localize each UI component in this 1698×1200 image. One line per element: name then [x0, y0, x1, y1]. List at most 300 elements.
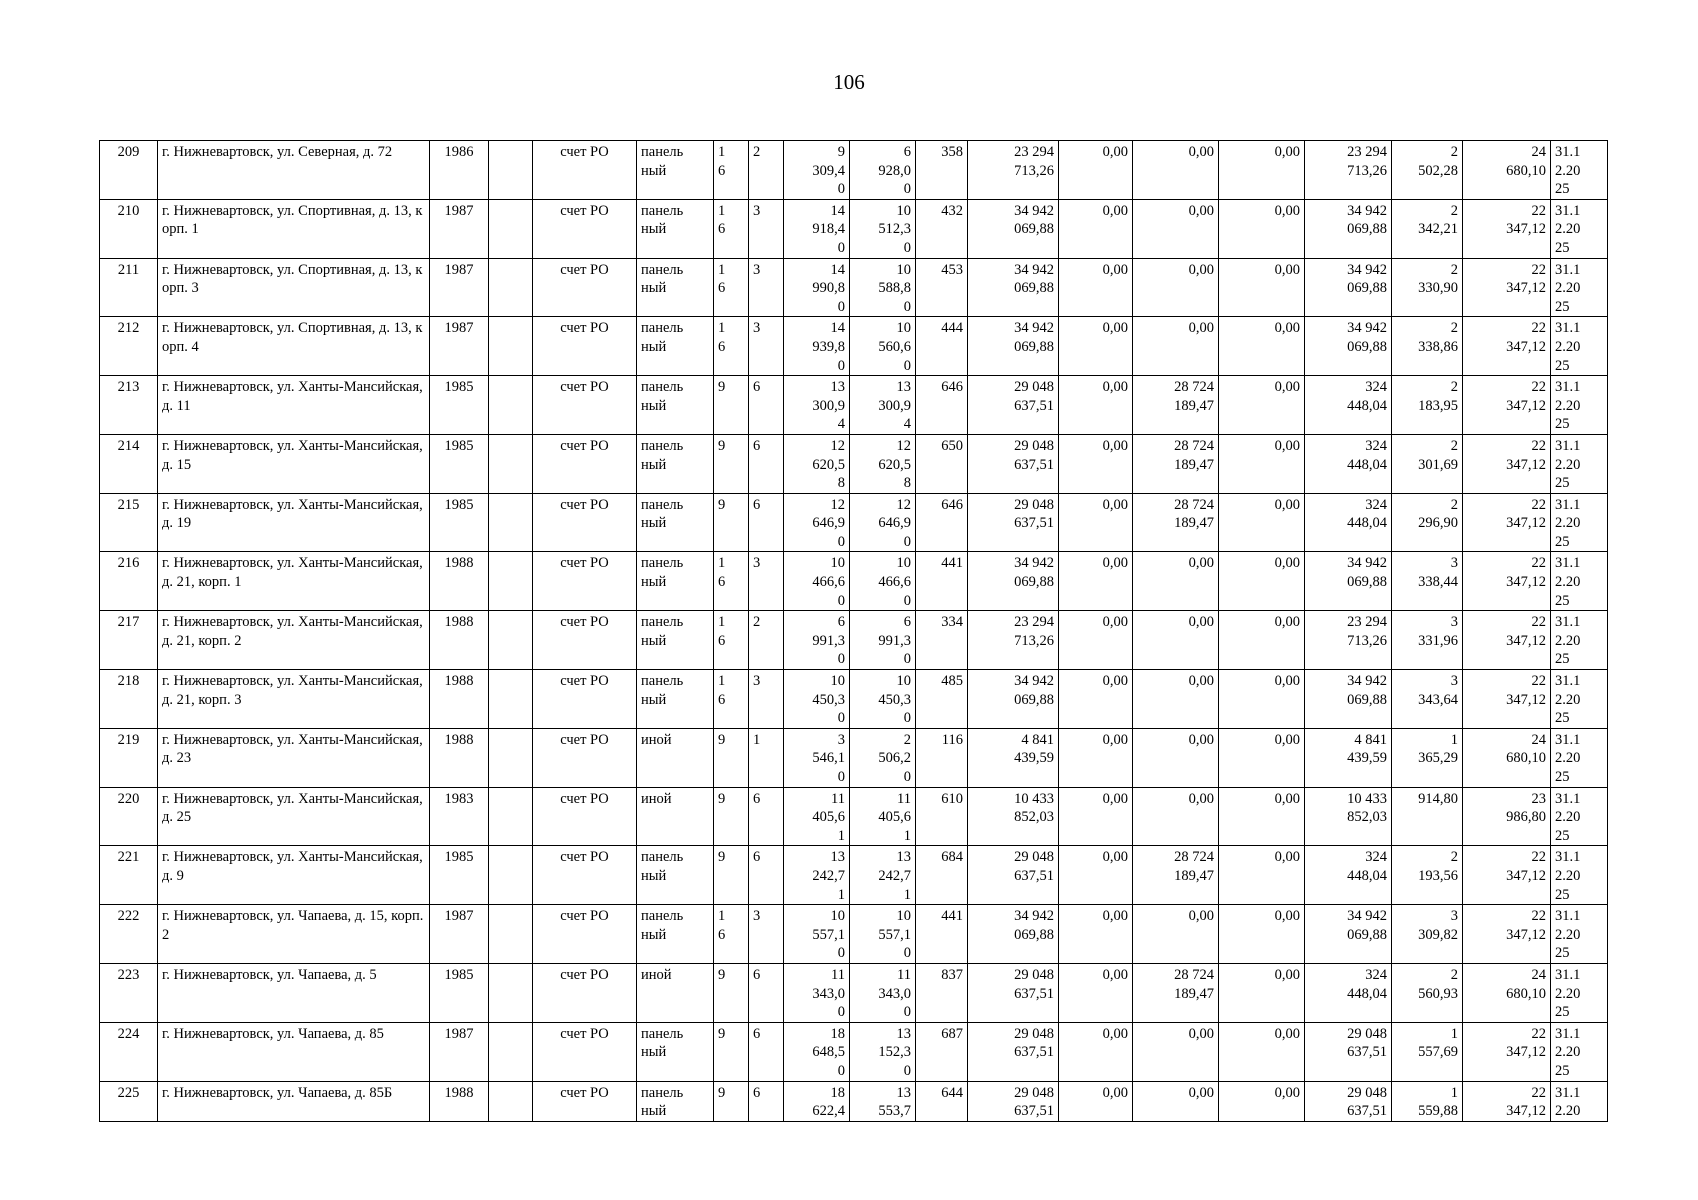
entrances-cell: 3 — [749, 905, 784, 964]
cost-source-2-cell: 28 724 189,47 — [1133, 376, 1219, 435]
cost-source-2-cell: 0,00 — [1133, 728, 1219, 787]
page-number: 106 — [833, 70, 865, 94]
blank-cell — [489, 493, 533, 552]
residents-cell: 485 — [916, 670, 968, 729]
table-row — [100, 728, 1608, 787]
limit-cost-cell: 22 347,12 — [1463, 846, 1551, 905]
residents-cell: 453 — [916, 258, 968, 317]
address-cell: г. Нижневартовск, ул. Ханты-Мансийская, д. 19 — [158, 493, 430, 552]
blank-cell — [489, 317, 533, 376]
table-row — [100, 493, 1608, 552]
entrances-cell: 3 — [749, 670, 784, 729]
wall-material-cell: иной — [637, 787, 714, 846]
fund-method-cell: счет РО — [533, 317, 637, 376]
address-cell: г. Нижневартовск, ул. Чапаева, д. 5 — [158, 963, 430, 1022]
year-cell: 1986 — [430, 141, 489, 200]
unit-cost-cell: 1 557,69 — [1392, 1022, 1463, 1081]
unit-cost-cell: 2 193,56 — [1392, 846, 1463, 905]
cost-source-3-cell: 0,00 — [1219, 434, 1305, 493]
cost-total-cell: 10 433 852,03 — [968, 787, 1059, 846]
cost-source-1-cell: 0,00 — [1059, 728, 1133, 787]
year-cell: 1985 — [430, 963, 489, 1022]
blank-cell — [489, 434, 533, 493]
wall-material-cell: панель ный — [637, 317, 714, 376]
residents-cell: 687 — [916, 1022, 968, 1081]
cost-total-cell: 29 048 637,51 — [968, 846, 1059, 905]
wall-material-cell: панель ный — [637, 611, 714, 670]
table-row — [100, 199, 1608, 258]
fund-method-cell: счет РО — [533, 434, 637, 493]
cost-source-1-cell: 0,00 — [1059, 846, 1133, 905]
cost-total-cell: 4 841 439,59 — [968, 728, 1059, 787]
cost-source-3-cell: 0,00 — [1219, 552, 1305, 611]
cost-source-2-cell: 0,00 — [1133, 552, 1219, 611]
row-number: 216 — [100, 552, 158, 611]
cost-total-cell: 34 942 069,88 — [968, 199, 1059, 258]
cost-total-cell: 34 942 069,88 — [968, 552, 1059, 611]
row-number: 222 — [100, 905, 158, 964]
entrances-cell: 3 — [749, 258, 784, 317]
unit-cost-cell: 3 309,82 — [1392, 905, 1463, 964]
cost-source-3-cell: 0,00 — [1219, 670, 1305, 729]
blank-cell — [489, 905, 533, 964]
address-cell: г. Нижневартовск, ул. Спортивная, д. 13, корп. 3 — [158, 258, 430, 317]
year-cell: 1987 — [430, 199, 489, 258]
blank-cell — [489, 670, 533, 729]
cost-owners-cell: 34 942 069,88 — [1305, 199, 1392, 258]
floors-cell: 9 — [714, 963, 749, 1022]
cost-source-3-cell: 0,00 — [1219, 963, 1305, 1022]
unit-cost-cell: 2 330,90 — [1392, 258, 1463, 317]
total-area-cell: 12 646,9 0 — [784, 493, 850, 552]
row-number: 224 — [100, 1022, 158, 1081]
unit-cost-cell: 2 502,28 — [1392, 141, 1463, 200]
deadline-date-cell: 31.1 2.20 25 — [1551, 258, 1608, 317]
table-row — [100, 141, 1608, 200]
total-area-cell: 13 300,9 4 — [784, 376, 850, 435]
deadline-date-cell: 31.1 2.20 25 — [1551, 199, 1608, 258]
cost-source-1-cell: 0,00 — [1059, 376, 1133, 435]
limit-cost-cell: 24 680,10 — [1463, 963, 1551, 1022]
total-area-cell: 18 648,5 0 — [784, 1022, 850, 1081]
floors-cell: 1 6 — [714, 317, 749, 376]
cost-source-1-cell: 0,00 — [1059, 787, 1133, 846]
cost-source-3-cell: 0,00 — [1219, 846, 1305, 905]
unit-cost-cell: 2 560,93 — [1392, 963, 1463, 1022]
limit-cost-cell: 22 347,12 — [1463, 670, 1551, 729]
limit-cost-cell: 23 986,80 — [1463, 787, 1551, 846]
deadline-date-cell: 31.1 2.20 25 — [1551, 376, 1608, 435]
residents-cell: 441 — [916, 905, 968, 964]
cost-owners-cell: 324 448,04 — [1305, 846, 1392, 905]
living-area-cell: 13 300,9 4 — [850, 376, 916, 435]
total-area-cell: 13 242,7 1 — [784, 846, 850, 905]
cost-owners-cell: 34 942 069,88 — [1305, 670, 1392, 729]
cost-source-2-cell: 0,00 — [1133, 1081, 1219, 1121]
row-number: 212 — [100, 317, 158, 376]
address-cell: г. Нижневартовск, ул. Чапаева, д. 85Б — [158, 1081, 430, 1121]
cost-source-3-cell: 0,00 — [1219, 258, 1305, 317]
wall-material-cell: панель ный — [637, 434, 714, 493]
cost-owners-cell: 34 942 069,88 — [1305, 317, 1392, 376]
row-number: 221 — [100, 846, 158, 905]
deadline-date-cell: 31.1 2.20 25 — [1551, 493, 1608, 552]
deadline-date-cell: 31.1 2.20 25 — [1551, 846, 1608, 905]
wall-material-cell: иной — [637, 728, 714, 787]
floors-cell: 9 — [714, 1081, 749, 1121]
limit-cost-cell: 22 347,12 — [1463, 1081, 1551, 1121]
wall-material-cell: панель ный — [637, 141, 714, 200]
floors-cell: 1 6 — [714, 552, 749, 611]
cost-owners-cell: 4 841 439,59 — [1305, 728, 1392, 787]
cost-source-3-cell: 0,00 — [1219, 376, 1305, 435]
cost-source-2-cell: 0,00 — [1133, 670, 1219, 729]
deadline-date-cell: 31.1 2.20 25 — [1551, 728, 1608, 787]
address-cell: г. Нижневартовск, ул. Северная, д. 72 — [158, 141, 430, 200]
limit-cost-cell: 22 347,12 — [1463, 611, 1551, 670]
table-row — [100, 1081, 1608, 1121]
cost-source-1-cell: 0,00 — [1059, 670, 1133, 729]
living-area-cell: 10 557,1 0 — [850, 905, 916, 964]
total-area-cell: 10 450,3 0 — [784, 670, 850, 729]
fund-method-cell: счет РО — [533, 376, 637, 435]
row-number: 213 — [100, 376, 158, 435]
cost-source-3-cell: 0,00 — [1219, 611, 1305, 670]
address-cell: г. Нижневартовск, ул. Чапаева, д. 15, корп. 2 — [158, 905, 430, 964]
table-row — [100, 670, 1608, 729]
fund-method-cell: счет РО — [533, 963, 637, 1022]
cost-source-1-cell: 0,00 — [1059, 905, 1133, 964]
row-number: 211 — [100, 258, 158, 317]
table-row — [100, 905, 1608, 964]
address-cell: г. Нижневартовск, ул. Ханты-Мансийская, д. 21, корп. 1 — [158, 552, 430, 611]
year-cell: 1987 — [430, 905, 489, 964]
cost-owners-cell: 29 048 637,51 — [1305, 1022, 1392, 1081]
total-area-cell: 3 546,1 0 — [784, 728, 850, 787]
fund-method-cell: счет РО — [533, 258, 637, 317]
fund-method-cell: счет РО — [533, 552, 637, 611]
entrances-cell: 2 — [749, 141, 784, 200]
cost-source-1-cell: 0,00 — [1059, 199, 1133, 258]
row-number: 220 — [100, 787, 158, 846]
row-number: 210 — [100, 199, 158, 258]
cost-source-3-cell: 0,00 — [1219, 905, 1305, 964]
fund-method-cell: счет РО — [533, 670, 637, 729]
entrances-cell: 3 — [749, 317, 784, 376]
cost-source-2-cell: 28 724 189,47 — [1133, 434, 1219, 493]
residents-cell: 441 — [916, 552, 968, 611]
residents-cell: 650 — [916, 434, 968, 493]
address-cell: г. Нижневартовск, ул. Спортивная, д. 13, корп. 1 — [158, 199, 430, 258]
year-cell: 1988 — [430, 611, 489, 670]
blank-cell — [489, 1081, 533, 1121]
entrances-cell: 2 — [749, 611, 784, 670]
cost-source-2-cell: 0,00 — [1133, 611, 1219, 670]
limit-cost-cell: 22 347,12 — [1463, 905, 1551, 964]
cost-owners-cell: 34 942 069,88 — [1305, 552, 1392, 611]
cost-total-cell: 23 294 713,26 — [968, 611, 1059, 670]
year-cell: 1985 — [430, 376, 489, 435]
cost-total-cell: 23 294 713,26 — [968, 141, 1059, 200]
entrances-cell: 1 — [749, 728, 784, 787]
total-area-cell: 10 557,1 0 — [784, 905, 850, 964]
deadline-date-cell: 31.1 2.20 25 — [1551, 963, 1608, 1022]
wall-material-cell: панель ный — [637, 1022, 714, 1081]
row-number: 225 — [100, 1081, 158, 1121]
cost-owners-cell: 34 942 069,88 — [1305, 905, 1392, 964]
fund-method-cell: счет РО — [533, 141, 637, 200]
total-area-cell: 14 939,8 0 — [784, 317, 850, 376]
cost-owners-cell: 324 448,04 — [1305, 434, 1392, 493]
residents-cell: 334 — [916, 611, 968, 670]
unit-cost-cell: 2 301,69 — [1392, 434, 1463, 493]
blank-cell — [489, 611, 533, 670]
cost-owners-cell: 29 048 637,51 — [1305, 1081, 1392, 1121]
cost-owners-cell: 324 448,04 — [1305, 493, 1392, 552]
deadline-date-cell: 31.1 2.20 25 — [1551, 434, 1608, 493]
table-row — [100, 1022, 1608, 1081]
table-row — [100, 317, 1608, 376]
year-cell: 1985 — [430, 846, 489, 905]
table-row — [100, 787, 1608, 846]
wall-material-cell: панель ный — [637, 493, 714, 552]
floors-cell: 1 6 — [714, 199, 749, 258]
living-area-cell: 12 646,9 0 — [850, 493, 916, 552]
limit-cost-cell: 22 347,12 — [1463, 317, 1551, 376]
wall-material-cell: иной — [637, 963, 714, 1022]
cost-owners-cell: 34 942 069,88 — [1305, 258, 1392, 317]
year-cell: 1987 — [430, 1022, 489, 1081]
wall-material-cell: панель ный — [637, 905, 714, 964]
living-area-cell: 10 512,3 0 — [850, 199, 916, 258]
living-area-cell: 10 588,8 0 — [850, 258, 916, 317]
housing-registry-table — [99, 140, 1608, 1122]
wall-material-cell: панель ный — [637, 1081, 714, 1121]
deadline-date-cell: 31.1 2.20 25 — [1551, 141, 1608, 200]
living-area-cell: 10 466,6 0 — [850, 552, 916, 611]
wall-material-cell: панель ный — [637, 552, 714, 611]
row-number: 215 — [100, 493, 158, 552]
entrances-cell: 3 — [749, 552, 784, 611]
limit-cost-cell: 22 347,12 — [1463, 199, 1551, 258]
cost-source-1-cell: 0,00 — [1059, 493, 1133, 552]
living-area-cell: 13 553,7 — [850, 1081, 916, 1121]
unit-cost-cell: 1 559,88 — [1392, 1081, 1463, 1121]
blank-cell — [489, 258, 533, 317]
cost-source-3-cell: 0,00 — [1219, 1081, 1305, 1121]
floors-cell: 1 6 — [714, 611, 749, 670]
cost-source-2-cell: 0,00 — [1133, 258, 1219, 317]
total-area-cell: 14 918,4 0 — [784, 199, 850, 258]
row-number: 218 — [100, 670, 158, 729]
entrances-cell: 6 — [749, 376, 784, 435]
living-area-cell: 13 242,7 1 — [850, 846, 916, 905]
residents-cell: 837 — [916, 963, 968, 1022]
unit-cost-cell: 2 296,90 — [1392, 493, 1463, 552]
cost-source-2-cell: 28 724 189,47 — [1133, 493, 1219, 552]
total-area-cell: 11 405,6 1 — [784, 787, 850, 846]
unit-cost-cell: 3 343,64 — [1392, 670, 1463, 729]
table-row — [100, 434, 1608, 493]
cost-total-cell: 29 048 637,51 — [968, 376, 1059, 435]
fund-method-cell: счет РО — [533, 728, 637, 787]
deadline-date-cell: 31.1 2.20 25 — [1551, 787, 1608, 846]
living-area-cell: 13 152,3 0 — [850, 1022, 916, 1081]
fund-method-cell: счет РО — [533, 846, 637, 905]
limit-cost-cell: 22 347,12 — [1463, 493, 1551, 552]
blank-cell — [489, 199, 533, 258]
floors-cell: 9 — [714, 434, 749, 493]
cost-source-2-cell: 0,00 — [1133, 787, 1219, 846]
living-area-cell: 10 560,6 0 — [850, 317, 916, 376]
year-cell: 1987 — [430, 258, 489, 317]
cost-source-2-cell: 28 724 189,47 — [1133, 846, 1219, 905]
residents-cell: 358 — [916, 141, 968, 200]
blank-cell — [489, 728, 533, 787]
address-cell: г. Нижневартовск, ул. Спортивная, д. 13, корп. 4 — [158, 317, 430, 376]
cost-owners-cell: 324 448,04 — [1305, 376, 1392, 435]
fund-method-cell: счет РО — [533, 1081, 637, 1121]
cost-source-2-cell: 0,00 — [1133, 141, 1219, 200]
cost-source-2-cell: 0,00 — [1133, 199, 1219, 258]
year-cell: 1983 — [430, 787, 489, 846]
floors-cell: 9 — [714, 846, 749, 905]
residents-cell: 644 — [916, 1081, 968, 1121]
cost-total-cell: 34 942 069,88 — [968, 258, 1059, 317]
living-area-cell: 10 450,3 0 — [850, 670, 916, 729]
cost-total-cell: 34 942 069,88 — [968, 670, 1059, 729]
blank-cell — [489, 1022, 533, 1081]
deadline-date-cell: 31.1 2.20 25 — [1551, 611, 1608, 670]
unit-cost-cell: 1 365,29 — [1392, 728, 1463, 787]
residents-cell: 432 — [916, 199, 968, 258]
total-area-cell: 6 991,3 0 — [784, 611, 850, 670]
cost-owners-cell: 23 294 713,26 — [1305, 611, 1392, 670]
cost-source-1-cell: 0,00 — [1059, 611, 1133, 670]
year-cell: 1988 — [430, 728, 489, 787]
floors-cell: 9 — [714, 728, 749, 787]
address-cell: г. Нижневартовск, ул. Ханты-Мансийская, д. 21, корп. 2 — [158, 611, 430, 670]
cost-source-1-cell: 0,00 — [1059, 258, 1133, 317]
blank-cell — [489, 141, 533, 200]
table-row — [100, 376, 1608, 435]
deadline-date-cell: 31.1 2.20 25 — [1551, 1022, 1608, 1081]
residents-cell: 646 — [916, 376, 968, 435]
wall-material-cell: панель ный — [637, 258, 714, 317]
total-area-cell: 11 343,0 0 — [784, 963, 850, 1022]
wall-material-cell: панель ный — [637, 670, 714, 729]
table-row — [100, 963, 1608, 1022]
address-cell: г. Нижневартовск, ул. Ханты-Мансийская, д. 11 — [158, 376, 430, 435]
residents-cell: 646 — [916, 493, 968, 552]
limit-cost-cell: 22 347,12 — [1463, 434, 1551, 493]
cost-source-1-cell: 0,00 — [1059, 963, 1133, 1022]
residents-cell: 116 — [916, 728, 968, 787]
deadline-date-cell: 31.1 2.20 25 — [1551, 905, 1608, 964]
total-area-cell: 9 309,4 0 — [784, 141, 850, 200]
cost-source-3-cell: 0,00 — [1219, 728, 1305, 787]
cost-total-cell: 34 942 069,88 — [968, 317, 1059, 376]
cost-source-3-cell: 0,00 — [1219, 317, 1305, 376]
living-area-cell: 6 928,0 0 — [850, 141, 916, 200]
total-area-cell: 14 990,8 0 — [784, 258, 850, 317]
cost-source-3-cell: 0,00 — [1219, 1022, 1305, 1081]
table-row — [100, 846, 1608, 905]
table-row — [100, 552, 1608, 611]
entrances-cell: 3 — [749, 199, 784, 258]
living-area-cell: 6 991,3 0 — [850, 611, 916, 670]
cost-owners-cell: 23 294 713,26 — [1305, 141, 1392, 200]
cost-source-3-cell: 0,00 — [1219, 493, 1305, 552]
cost-total-cell: 29 048 637,51 — [968, 1022, 1059, 1081]
cost-source-1-cell: 0,00 — [1059, 434, 1133, 493]
deadline-date-cell: 31.1 2.20 — [1551, 1081, 1608, 1121]
entrances-cell: 6 — [749, 787, 784, 846]
cost-source-2-cell: 0,00 — [1133, 1022, 1219, 1081]
row-number: 223 — [100, 963, 158, 1022]
blank-cell — [489, 787, 533, 846]
living-area-cell: 2 506,2 0 — [850, 728, 916, 787]
floors-cell: 1 6 — [714, 258, 749, 317]
floors-cell: 9 — [714, 787, 749, 846]
living-area-cell: 11 343,0 0 — [850, 963, 916, 1022]
year-cell: 1988 — [430, 1081, 489, 1121]
year-cell: 1985 — [430, 493, 489, 552]
address-cell: г. Нижневартовск, ул. Ханты-Мансийская, д. 25 — [158, 787, 430, 846]
wall-material-cell: панель ный — [637, 846, 714, 905]
deadline-date-cell: 31.1 2.20 25 — [1551, 317, 1608, 376]
cost-total-cell: 29 048 637,51 — [968, 1081, 1059, 1121]
limit-cost-cell: 22 347,12 — [1463, 1022, 1551, 1081]
fund-method-cell: счет РО — [533, 905, 637, 964]
limit-cost-cell: 22 347,12 — [1463, 552, 1551, 611]
unit-cost-cell: 2 183,95 — [1392, 376, 1463, 435]
year-cell: 1987 — [430, 317, 489, 376]
wall-material-cell: панель ный — [637, 199, 714, 258]
fund-method-cell: счет РО — [533, 611, 637, 670]
entrances-cell: 6 — [749, 1081, 784, 1121]
blank-cell — [489, 846, 533, 905]
blank-cell — [489, 552, 533, 611]
address-cell: г. Нижневартовск, ул. Ханты-Мансийская, д. 9 — [158, 846, 430, 905]
deadline-date-cell: 31.1 2.20 25 — [1551, 670, 1608, 729]
blank-cell — [489, 963, 533, 1022]
unit-cost-cell: 3 331,96 — [1392, 611, 1463, 670]
cost-source-2-cell: 28 724 189,47 — [1133, 963, 1219, 1022]
cost-total-cell: 34 942 069,88 — [968, 905, 1059, 964]
floors-cell: 1 6 — [714, 141, 749, 200]
cost-source-1-cell: 0,00 — [1059, 1081, 1133, 1121]
cost-source-3-cell: 0,00 — [1219, 141, 1305, 200]
unit-cost-cell: 2 342,21 — [1392, 199, 1463, 258]
unit-cost-cell: 914,80 — [1392, 787, 1463, 846]
unit-cost-cell: 2 338,86 — [1392, 317, 1463, 376]
total-area-cell: 18 622,4 — [784, 1081, 850, 1121]
entrances-cell: 6 — [749, 434, 784, 493]
fund-method-cell: счет РО — [533, 1022, 637, 1081]
address-cell: г. Нижневартовск, ул. Чапаева, д. 85 — [158, 1022, 430, 1081]
residents-cell: 684 — [916, 846, 968, 905]
table-row — [100, 258, 1608, 317]
blank-cell — [489, 376, 533, 435]
address-cell: г. Нижневартовск, ул. Ханты-Мансийская, д. 15 — [158, 434, 430, 493]
cost-total-cell: 29 048 637,51 — [968, 434, 1059, 493]
living-area-cell: 11 405,6 1 — [850, 787, 916, 846]
cost-source-3-cell: 0,00 — [1219, 199, 1305, 258]
cost-source-1-cell: 0,00 — [1059, 552, 1133, 611]
floors-cell: 9 — [714, 493, 749, 552]
limit-cost-cell: 24 680,10 — [1463, 141, 1551, 200]
